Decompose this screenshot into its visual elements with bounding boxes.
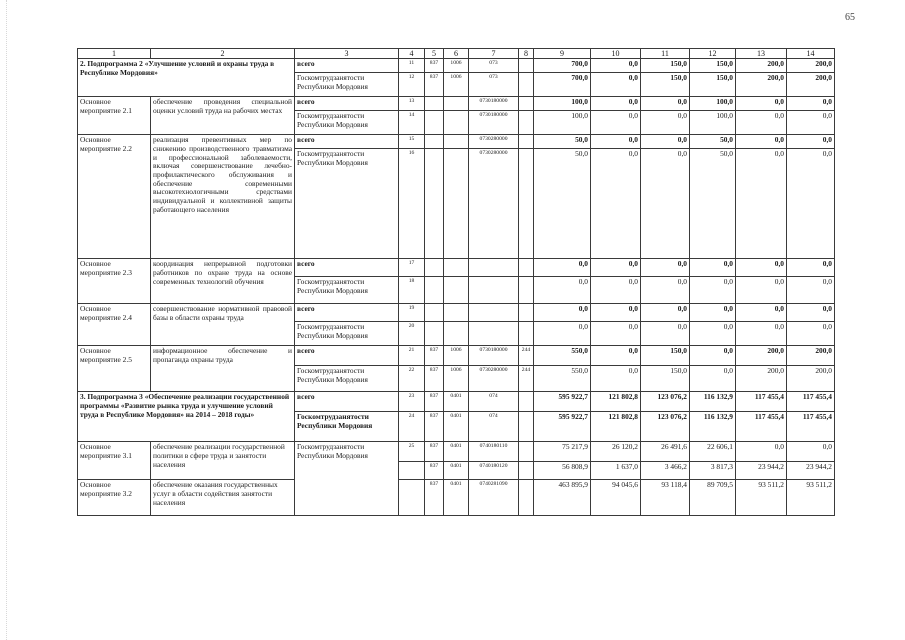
value-cell: 116 132,9 [690,412,736,442]
value-cell: 3 466,2 [641,462,690,480]
code-cell: 244 [519,366,534,392]
table-row [78,392,835,412]
value-cell: 150,0 [641,59,690,73]
value-cell: 75 217,9 [534,442,591,462]
code-cell: 1006 [444,346,469,366]
measure-description: информационное обеспечение и пропаганда охраны труда [151,346,295,392]
value-cell: 100,0 [690,111,736,135]
code-cell [519,277,534,304]
value-cell: 121 802,8 [591,392,641,412]
code-cell [444,135,469,149]
code-cell [425,322,444,346]
value-cell: 0,0 [736,149,787,259]
code-cell: 0730280000 [469,366,519,392]
header-cell: 4 [399,49,425,59]
header-cell: 9 [534,49,591,59]
executor-cell: всего [295,304,399,322]
value-cell: 121 802,8 [591,412,641,442]
code-cell [425,111,444,135]
executor-cell: всего [295,97,399,111]
budget-table [77,48,835,516]
value-cell: 0,0 [534,277,591,304]
code-cell: 1006 [444,366,469,392]
code-cell [519,322,534,346]
value-cell: 23 944,2 [787,462,835,480]
code-cell: 11 [399,59,425,73]
value-cell: 200,0 [787,59,835,73]
code-cell [444,111,469,135]
code-cell [399,462,425,480]
measure-name: Основное мероприятие 2.1 [78,97,151,135]
subprogram-name: 3. Подпрограмма 3 «Обеспечение реализации государственной программы «Развитие рынка труда и улучшение условий труда в Республике Мордовия» на 2014 – 2018 годы» [78,392,295,442]
executor-cell: Госкомтрудзанятости Республики Мордовия [295,366,399,392]
value-cell: 0,0 [591,97,641,111]
value-cell: 0,0 [641,149,690,259]
value-cell: 200,0 [736,59,787,73]
measure-description: обеспечение проведения специальной оценки условий труда на рабочих местах [151,97,295,135]
code-cell [519,135,534,149]
value-cell: 117 455,4 [736,392,787,412]
value-cell: 0,0 [736,259,787,277]
value-cell: 0,0 [736,277,787,304]
value-cell: 93 511,2 [787,480,835,516]
value-cell: 56 808,9 [534,462,591,480]
code-cell: 1006 [444,59,469,73]
code-cell [469,259,519,277]
code-cell [444,149,469,259]
code-cell: 0730280000 [469,135,519,149]
header-cell: 3 [295,49,399,59]
header-cell: 13 [736,49,787,59]
code-cell: 0401 [444,462,469,480]
value-cell: 0,0 [787,111,835,135]
code-cell: 0401 [444,442,469,462]
measure-description: обеспечение реализации государственной политики в сфере труда и занятости населения [151,442,295,480]
value-cell: 0,0 [736,304,787,322]
code-cell: 0730180000 [469,111,519,135]
header-row [78,49,835,59]
value-cell: 0,0 [534,304,591,322]
value-cell: 550,0 [534,346,591,366]
value-cell: 89 709,5 [690,480,736,516]
code-cell: 837 [425,73,444,97]
code-cell [519,259,534,277]
code-cell: 837 [425,462,444,480]
value-cell: 150,0 [690,73,736,97]
value-cell: 117 455,4 [787,412,835,442]
code-cell [444,97,469,111]
code-cell [519,149,534,259]
table-row [78,259,835,277]
header-cell: 7 [469,49,519,59]
value-cell: 94 045,6 [591,480,641,516]
code-cell [469,277,519,304]
code-cell [519,392,534,412]
code-cell [519,480,534,516]
code-cell: 25 [399,442,425,462]
value-cell: 0,0 [787,149,835,259]
value-cell: 117 455,4 [787,392,835,412]
code-cell: 14 [399,111,425,135]
value-cell: 150,0 [641,73,690,97]
code-cell: 1006 [444,73,469,97]
value-cell: 0,0 [690,304,736,322]
code-cell [519,462,534,480]
value-cell: 0,0 [591,259,641,277]
measure-name: Основное мероприятие 2.4 [78,304,151,346]
measure-name: Основное мероприятие 2.5 [78,346,151,392]
value-cell: 123 076,2 [641,392,690,412]
executor-cell: всего [295,259,399,277]
code-cell: 837 [425,392,444,412]
executor-cell: Госкомтрудзанятости Республики Мордовия [295,412,399,442]
executor-cell: Госкомтрудзанятости Республики Мордовия [295,73,399,97]
measure-description: совершенствование нормативной правовой базы в области охраны труда [151,304,295,346]
value-cell: 0,0 [641,97,690,111]
code-cell [519,73,534,97]
value-cell: 463 895,9 [534,480,591,516]
code-cell: 0740180110 [469,442,519,462]
table-row [78,346,835,366]
value-cell: 0,0 [787,304,835,322]
value-cell: 150,0 [641,366,690,392]
code-cell [425,259,444,277]
value-cell: 26 491,6 [641,442,690,462]
value-cell: 200,0 [736,73,787,97]
value-cell: 200,0 [787,73,835,97]
value-cell: 93 118,4 [641,480,690,516]
value-cell: 700,0 [534,59,591,73]
code-cell: 16 [399,149,425,259]
measure-description: координация непрерывной подготовки работников по охране труда на основе современных технологий обучения [151,259,295,304]
value-cell: 3 817,3 [690,462,736,480]
code-cell [444,259,469,277]
value-cell: 100,0 [534,111,591,135]
code-cell [469,304,519,322]
executor-cell: всего [295,392,399,412]
value-cell: 200,0 [787,366,835,392]
value-cell: 0,0 [690,346,736,366]
header-cell: 11 [641,49,690,59]
code-cell: 0401 [444,480,469,516]
value-cell: 26 120,2 [591,442,641,462]
table-row [78,480,835,516]
value-cell: 0,0 [534,259,591,277]
value-cell: 0,0 [591,111,641,135]
table-row [78,97,835,111]
value-cell: 0,0 [736,322,787,346]
value-cell: 0,0 [641,277,690,304]
code-cell [399,480,425,516]
code-cell: 837 [425,366,444,392]
code-cell: 13 [399,97,425,111]
value-cell: 50,0 [690,135,736,149]
value-cell: 0,0 [736,97,787,111]
value-cell: 700,0 [534,73,591,97]
header-cell: 8 [519,49,534,59]
code-cell [519,111,534,135]
value-cell: 0,0 [641,111,690,135]
code-cell: 837 [425,59,444,73]
measure-name: Основное мероприятие 2.2 [78,135,151,259]
code-cell: 0401 [444,392,469,412]
executor-cell: Госкомтрудзанятости Республики Мордовия [295,111,399,135]
value-cell: 0,0 [787,259,835,277]
value-cell: 23 944,2 [736,462,787,480]
code-cell: 837 [425,480,444,516]
header-cell: 6 [444,49,469,59]
value-cell: 93 511,2 [736,480,787,516]
value-cell: 0,0 [787,277,835,304]
value-cell: 116 132,9 [690,392,736,412]
measure-description: обеспечение оказания государственных услуг в области содействия занятости населения [151,480,295,516]
code-cell [444,304,469,322]
page-number: 65 [845,12,855,23]
code-cell: 0740281090 [469,480,519,516]
value-cell: 50,0 [690,149,736,259]
table-row [78,59,835,73]
value-cell: 0,0 [591,346,641,366]
executor-cell: Госкомтрудзанятости Республики Мордовия [295,149,399,259]
code-cell: 21 [399,346,425,366]
header-cell: 12 [690,49,736,59]
value-cell: 0,0 [591,304,641,322]
code-cell [425,277,444,304]
value-cell: 0,0 [736,442,787,462]
code-cell [519,304,534,322]
code-cell: 20 [399,322,425,346]
code-cell: 15 [399,135,425,149]
value-cell: 550,0 [534,366,591,392]
code-cell [519,59,534,73]
margin-dots [6,0,13,640]
code-cell [444,322,469,346]
value-cell: 100,0 [690,97,736,111]
value-cell: 0,0 [690,259,736,277]
value-cell: 22 606,1 [690,442,736,462]
code-cell: 0740180120 [469,462,519,480]
value-cell: 0,0 [641,259,690,277]
subprogram-name: 2. Подпрограмма 2 «Улучшение условий и охраны труда в Республике Мордовия» [78,59,295,97]
code-cell: 22 [399,366,425,392]
code-cell: 073 [469,59,519,73]
code-cell: 17 [399,259,425,277]
code-cell: 837 [425,442,444,462]
code-cell: 074 [469,392,519,412]
value-cell: 0,0 [591,322,641,346]
value-cell: 150,0 [690,59,736,73]
code-cell: 074 [469,412,519,442]
code-cell: 837 [425,346,444,366]
table-row [78,135,835,149]
value-cell: 0,0 [787,442,835,462]
value-cell: 1 637,0 [591,462,641,480]
value-cell: 50,0 [534,135,591,149]
header-cell: 2 [151,49,295,59]
executor-cell: всего [295,346,399,366]
code-cell: 24 [399,412,425,442]
code-cell [469,322,519,346]
value-cell: 150,0 [641,346,690,366]
code-cell [425,97,444,111]
measure-name: Основное мероприятие 3.2 [78,480,151,516]
code-cell: 837 [425,412,444,442]
code-cell [519,442,534,462]
value-cell: 0,0 [736,111,787,135]
value-cell: 123 076,2 [641,412,690,442]
table-row [78,442,835,462]
value-cell: 0,0 [591,135,641,149]
code-cell [425,149,444,259]
value-cell: 595 922,7 [534,412,591,442]
code-cell [425,304,444,322]
code-cell: 0730180000 [469,346,519,366]
value-cell: 0,0 [591,366,641,392]
measure-name: Основное мероприятие 3.1 [78,442,151,480]
value-cell: 0,0 [591,59,641,73]
value-cell: 0,0 [690,366,736,392]
value-cell: 0,0 [787,97,835,111]
value-cell: 200,0 [736,346,787,366]
code-cell: 0401 [444,412,469,442]
value-cell: 100,0 [534,97,591,111]
value-cell: 0,0 [641,322,690,346]
value-cell: 0,0 [591,73,641,97]
executor-cell: всего [295,135,399,149]
value-cell: 0,0 [591,149,641,259]
executor-cell: Госкомтрудзанятости Республики Мордовия [295,442,399,516]
value-cell: 0,0 [534,322,591,346]
code-cell: 19 [399,304,425,322]
code-cell [519,412,534,442]
header-cell: 5 [425,49,444,59]
code-cell: 073 [469,73,519,97]
code-cell: 12 [399,73,425,97]
measure-name: Основное мероприятие 2.3 [78,259,151,304]
table-row [78,304,835,322]
code-cell [444,277,469,304]
header-cell: 10 [591,49,641,59]
value-cell: 0,0 [787,135,835,149]
code-cell [425,135,444,149]
header-cell: 1 [78,49,151,59]
value-cell: 117 455,4 [736,412,787,442]
value-cell: 200,0 [787,346,835,366]
code-cell: 23 [399,392,425,412]
value-cell: 0,0 [591,277,641,304]
executor-cell: Госкомтрудзанятости Республики Мордовия [295,277,399,304]
code-cell: 0730180000 [469,97,519,111]
measure-description: реализация превентивных мер по снижению производственного травматизма и профессиональной заболеваемости, включая совершенствование лечебно-профилактического обслуживания и обеспечение современными высокотехнологичными средствами индивидуальной и коллективной защиты работающего населения [151,135,295,259]
value-cell: 200,0 [736,366,787,392]
value-cell: 50,0 [534,149,591,259]
value-cell: 595 922,7 [534,392,591,412]
executor-cell: Госкомтрудзанятости Республики Мордовия [295,322,399,346]
value-cell: 0,0 [641,304,690,322]
executor-cell: всего [295,59,399,73]
value-cell: 0,0 [690,322,736,346]
code-cell [519,97,534,111]
header-cell: 14 [787,49,835,59]
value-cell: 0,0 [736,135,787,149]
value-cell: 0,0 [690,277,736,304]
code-cell: 18 [399,277,425,304]
code-cell: 0730280000 [469,149,519,259]
code-cell: 244 [519,346,534,366]
value-cell: 0,0 [787,322,835,346]
value-cell: 0,0 [641,135,690,149]
